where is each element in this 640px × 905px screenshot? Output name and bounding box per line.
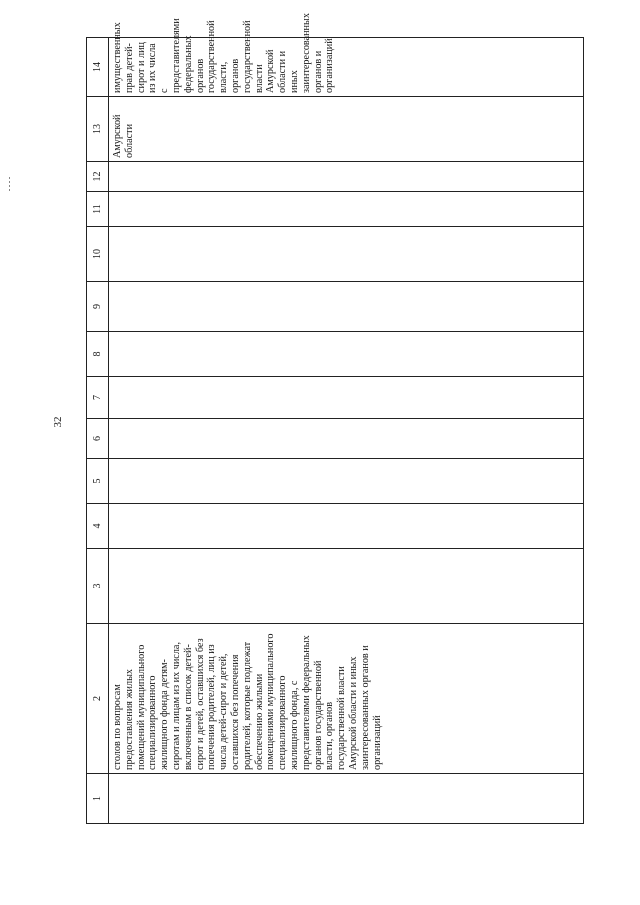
cell-col-4: [109, 504, 584, 549]
header-col-14: 14: [87, 38, 109, 97]
header-col-13: 13: [87, 97, 109, 162]
cell-col-12: [109, 162, 584, 192]
header-col-7: 7: [87, 377, 109, 419]
header-col-9: 9: [87, 282, 109, 332]
cell-col-11: [109, 192, 584, 227]
data-table: [86, 13, 584, 824]
header-col-12: 12: [87, 162, 109, 192]
header-col-3: 3: [87, 549, 109, 624]
header-col-6: 6: [87, 419, 109, 459]
header-col-10: 10: [87, 227, 109, 282]
table-row: [109, 38, 584, 824]
header-col-4: 4: [87, 504, 109, 549]
cell-col-1: [109, 774, 584, 824]
cell-col-2-text: столов по вопросам предоставления жилых помещений муниципального специализированного жилищного фонда детям-сиротам и лицам из их числа, включенным в список детей-сирот и детей, оставшихся без попечения родителей, лиц из числа детей-сирот и детей, оставшихся без попечения родителей, которые подлежат обеспечению жилыми помещениями муниципального специализированного жилищного фонда, с представителями федеральных органов государственной власти, органов государственной власти Амурской области и иных заинтересованных органов и организаций: [112, 633, 383, 770]
header-col-11: 11: [87, 192, 109, 227]
cell-col-9: [109, 282, 584, 332]
cell-col-3: [109, 549, 584, 624]
document-table-area: [86, 13, 584, 824]
cell-col-14: [109, 13, 584, 97]
header-col-2: 2: [87, 624, 109, 774]
cell-col-8: [109, 332, 584, 377]
cell-col-10: [109, 227, 584, 282]
header-row: [87, 38, 109, 824]
page-number: 32: [52, 416, 64, 428]
cell-col-14-text: имущественных прав детей-сирот и лиц из их числа с представителями федеральных органов государственной власти, органов государственной власти Амурской области и иных заинтересованных органов и организаций: [112, 13, 336, 93]
cell-col-5: [109, 459, 584, 504]
cell-col-13: [109, 97, 584, 162]
header-col-1: 1: [87, 774, 109, 824]
cell-col-2: [109, 624, 584, 774]
header-col-8: 8: [87, 332, 109, 377]
cell-col-7: [109, 377, 584, 419]
cell-col-13-text: Амурской области: [112, 114, 135, 158]
cell-col-6: [109, 419, 584, 459]
scan-artifact: [8, 175, 12, 195]
header-col-5: 5: [87, 459, 109, 504]
